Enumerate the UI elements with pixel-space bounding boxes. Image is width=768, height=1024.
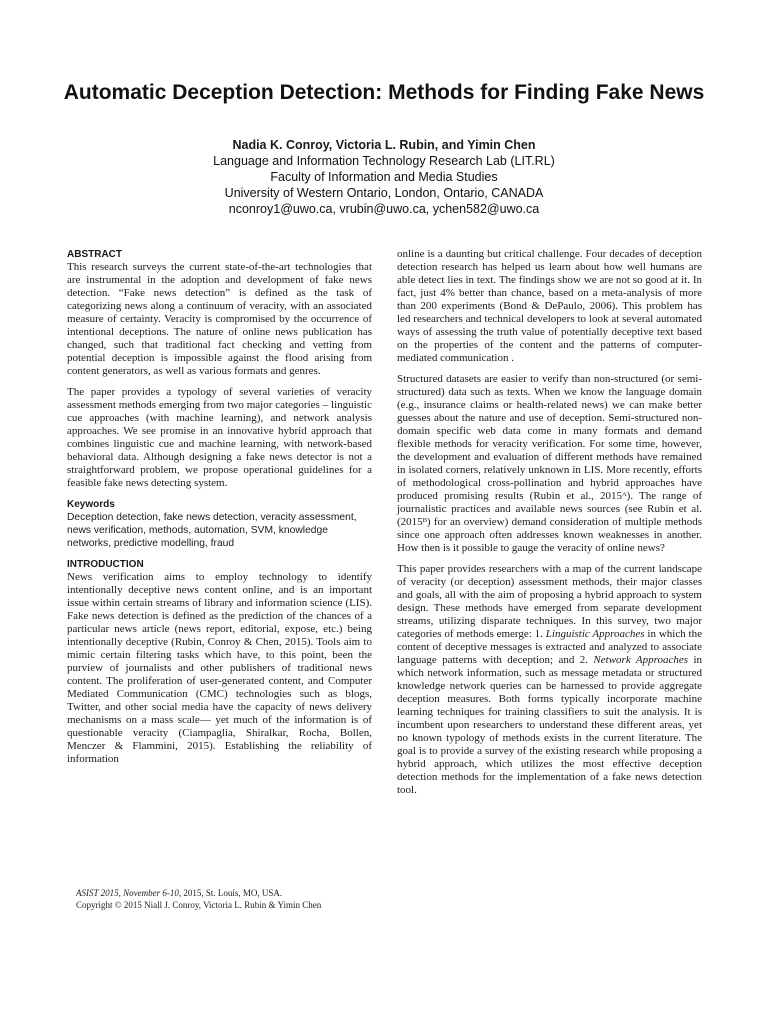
left-column — [67, 248, 372, 774]
abstract-heading: ABSTRACT — [67, 249, 122, 260]
introduction-paragraph-3: Structured datasets are easier to verify than non-structured (or semi-structured) data such as texts. When we know the language domain (e.g., insurance claims or health-related news) we can make better guesses about the nature and use of deception. Semi-structured non-domain specific web data come in many formats and demand flexible methods for veracity verification. For some time, however, the development and evaluation of different methods have remained in isolated corners, relatively unknown in LIS. More recently, efforts of methodological cross-pollination and hybrid approaches have produced promising results (Rubin et al., 2015ᴬ). The range of journalistic practices and available news sources (see Rubin et al. (2015ᴮ) for an overview) demand consideration of multiple methods since one approach often addresses known weaknesses in another. How then is it possible to gauge the veracity of online news? — [397, 373, 702, 554]
introduction-heading: INTRODUCTION — [67, 559, 144, 570]
conference-location: 2015, St. Louis, MO, USA. — [181, 888, 283, 898]
affiliation-lab: Language and Information Technology Research Lab (LIT.RL) — [213, 154, 555, 168]
right-column — [397, 248, 702, 805]
author-emails: nconroy1@uwo.ca, vrubin@uwo.ca, ychen582@uwo.ca — [228, 202, 540, 216]
abstract-paragraph-2: The paper provides a typology of several varieties of veracity assessment methods emerging from two major categories – linguistic cue approaches (with machine learning), and network analysis approaches. We see promise in an innovative hybrid approach that combines linguistic cue and machine learning, with network-based behavioral data. Although designing a fake news detector is not a straightforward problem, we propose operational guidelines for a feasible fake news detecting system. — [67, 386, 372, 489]
author-list: Nadia K. Conroy, Victoria L. Rubin, and Yimin Chen — [232, 138, 536, 152]
conference-name: ASIST 2015, November 6-10, — [76, 888, 182, 898]
introduction-paragraph-4 — [397, 563, 702, 797]
paragraph-text: This paper provides researchers with a map of the current landscape of veracity (or deception) assessment methods, their major classes and goals, all with the aim of proposing a hybrid approach to system design. These methods have emerged from separate development streams, utilizing disparate techniques. In this survey, two major categories of methods emerge: 1. — [397, 563, 702, 640]
affiliation-block — [60, 153, 708, 217]
paragraph-text: in which network information, such as message metadata or structured knowledge network queries can be harnessed to provide aggregate deception measures. Both forms typically incorporate machine learning techniques for training classifiers to suit the analysis. It is incumbent upon researchers to understand these different areas, yet no known typology of methods exists in the current literature. The goal is to provide a survey of the existing research while proposing a hybrid approach, which utilizes the most effective deception detection methods for the implementation of a fake news detection tool. — [397, 654, 703, 796]
linguistic-approaches-term: Linguistic Approaches — [545, 628, 645, 640]
paper-title: Automatic Deception Detection: Methods for Finding Fake News — [63, 81, 705, 104]
conference-footer — [76, 887, 376, 911]
affiliation-faculty: Faculty of Information and Media Studies — [270, 170, 498, 184]
copyright-line: Copyright © 2015 Niall J. Conroy, Victoria L. Rubin & Yimin Chen — [76, 900, 322, 910]
introduction-paragraph-1: News verification aims to employ technology to identify intentionally deceptive news content online, and is an important issue within certain streams of library and information science (LIS). Fake news detection is defined as the prediction of the chances of a particular news article (news report, editorial, expose, etc.) being intentionally deceptive (Rubin, Conroy & Chen, 2015). Tools aim to mimic certain filtering tasks which have, to this point, been the purview of journalists and other publishers of traditional news content. The proliferation of user-generated content, and Computer Mediated Communication (CMC) technologies such as blogs, Twitter, and other social media have the capacity of news delivery mechanisms on a mass scale— yet much of the information is of questionable veracity (Ciampaglia, Shiralkar, Rocha, Bollen, Menczer & Flammini, 2015). Establishing the reliability of information — [67, 571, 372, 765]
conference-line — [76, 887, 376, 899]
abstract-paragraph-1: This research surveys the current state-of-the-art technologies that are instrumental in the adoption and development of fake news detection. “Fake news detection” is defined as the task of categorizing news along a continuum of veracity, with an associated measure of certainty. Veracity is compromised by the occurrence of intentional deceptions. The nature of online news publication has changed, such that traditional fact checking and vetting from potential deception is impossible against the flood arising from content generators, as well as various formats and genres. — [67, 261, 372, 377]
keywords-list: Deception detection, fake news detection, veracity assessment, news verification, methods, automation, SVM, knowledge networks, predictive modelling, fraud — [67, 512, 357, 549]
paragraph-text: in which the content of deceptive messages is extracted and analyzed to associate language patterns with deception; and 2. — [397, 628, 702, 666]
keywords-heading: Keywords — [67, 499, 115, 510]
introduction-paragraph-2: online is a daunting but critical challenge. Four decades of deception detection research has helped us learn about how well humans are able detect lies in text. The findings show we are not so good at it. In fact, just 4% better than chance, based on a meta-analysis of more than 200 experiments (Bond & DePaulo, 2006). This problem has led researchers and technical developers to look at several automated ways of assessing the truth value of potentially deceptive text based on the properties of the content and the patterns of computer-mediated communication . — [397, 248, 702, 364]
network-approaches-term: Network Approaches — [593, 654, 689, 666]
affiliation-university: University of Western Ontario, London, Ontario, CANADA — [224, 186, 544, 200]
